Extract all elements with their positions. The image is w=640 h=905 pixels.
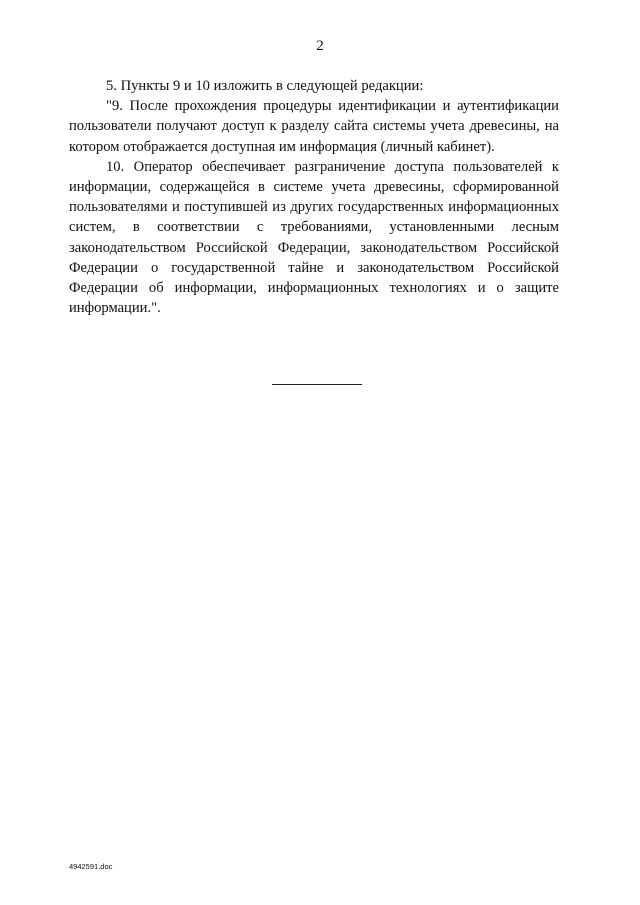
document-body (69, 76, 559, 318)
document-file-id: 4942591.doc (69, 862, 113, 871)
paragraph-item-9: "9. После прохождения процедуры идентификации и аутентификации пользователи получают доступ к разделу сайта системы учета древесины, на котором отображается доступная им информация (личный кабинет). (69, 98, 559, 155)
paragraph-item-5: 5. Пункты 9 и 10 изложить в следующей редакции: (106, 78, 424, 94)
page-number: 2 (316, 38, 324, 54)
paragraph-item-10: 10. Оператор обеспечивает разграничение доступа пользователей к информации, содержащейся в системе учета древесины, сформированной пользователями и поступившей из других государственных информационных систем, в соответствии с требованиями, установленными лесным законодательством Российской Федерации, законодательством Российской Федерации о государственной тайне и законодательством Российской Федерации об информации, информационных технологиях и о защите информации.". (69, 158, 559, 317)
end-separator-line (272, 384, 362, 385)
